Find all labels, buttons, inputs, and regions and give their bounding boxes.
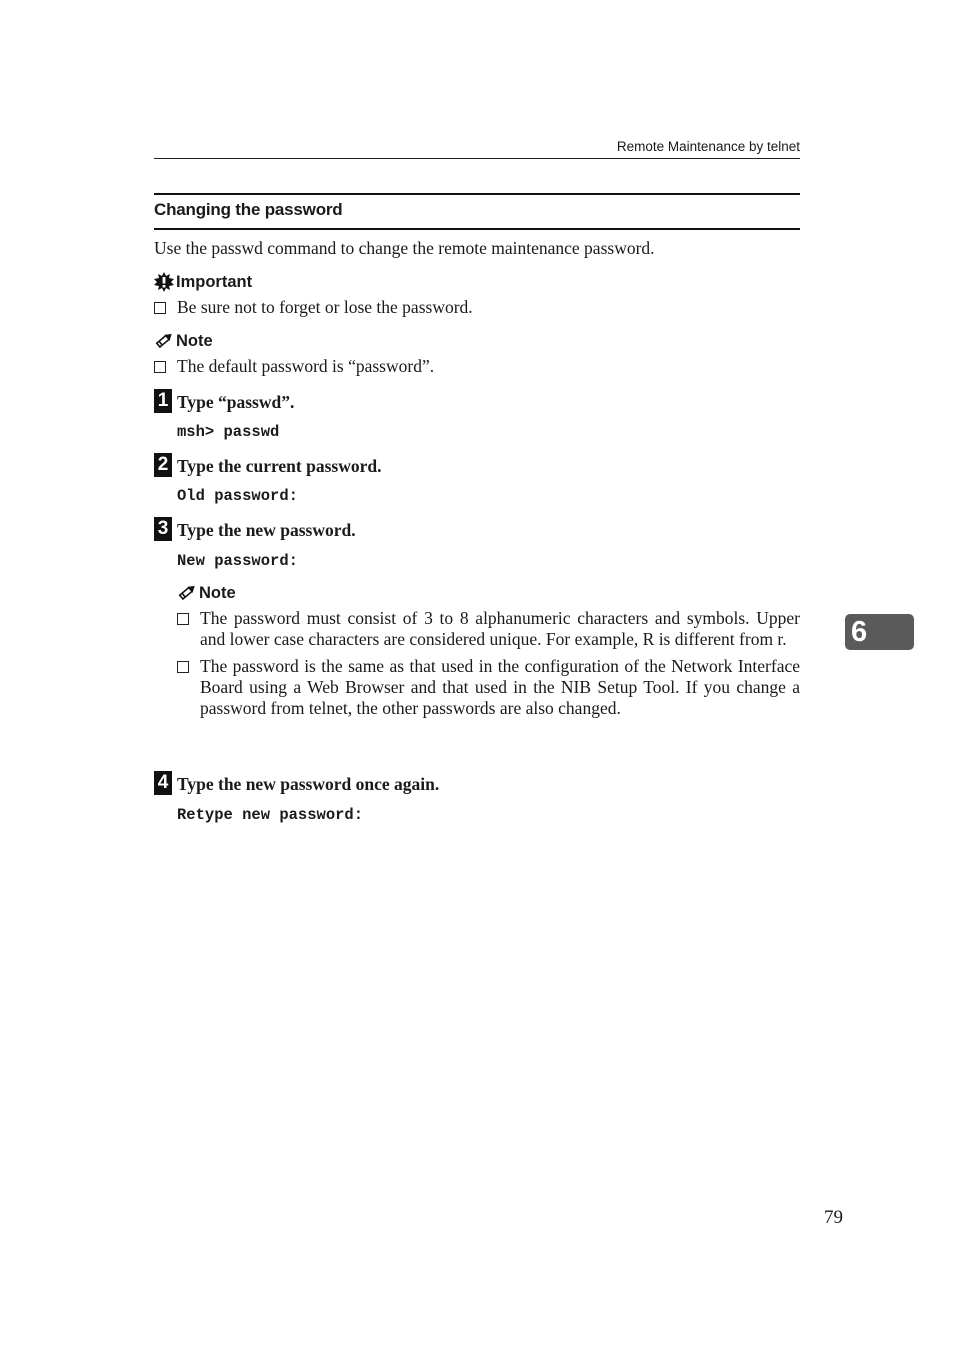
step-number: 1 (154, 389, 172, 413)
important-label-row (154, 272, 252, 292)
important-item (154, 297, 473, 318)
important-item-text: Be sure not to forget or lose the password. (177, 297, 473, 317)
note2-item (177, 608, 800, 650)
section-title: Changing the password (154, 200, 343, 219)
step-4-code: Retype new password: (177, 806, 364, 824)
note1-label-row (154, 331, 213, 351)
important-icon (154, 272, 174, 292)
note2-list (177, 608, 800, 725)
step-number: 3 (154, 517, 172, 541)
checkbox-bullet-icon (177, 661, 189, 673)
note1-label: Note (176, 331, 213, 350)
checkbox-bullet-icon (154, 302, 166, 314)
checkbox-bullet-icon (177, 613, 189, 625)
note2-item (177, 656, 800, 719)
note2-label: Note (199, 583, 236, 602)
section-rule-bottom (154, 228, 800, 230)
running-header: Remote Maintenance by telnet (616, 139, 800, 154)
step-3 (154, 517, 356, 541)
section-rule-top (154, 193, 800, 195)
important-label: Important (176, 272, 253, 291)
intro-paragraph: Use the passwd command to change the remote maintenance password. (154, 238, 655, 258)
note1-item-text: The default password is “password”. (177, 356, 435, 376)
note2-item-text: The password is the same as that used in the configuration of the Network Interface Board using a Web Browser and that used in the NIB Setup Tool. If you change a password from telnet, the other passwords are also changed. (200, 656, 800, 718)
header-rule (154, 158, 800, 159)
step-3-code: New password: (177, 552, 298, 570)
step-number: 4 (154, 771, 172, 795)
step-number: 2 (154, 453, 172, 477)
step-2-code: Old password: (177, 487, 298, 505)
note2-label-row (177, 583, 236, 603)
step-4 (154, 771, 439, 795)
step-title: Type the new password once again. (177, 774, 440, 794)
step-1 (154, 389, 294, 413)
step-1-code: msh> passwd (177, 423, 280, 441)
pencil-icon (154, 331, 174, 351)
checkbox-bullet-icon (154, 361, 166, 373)
step-2 (154, 453, 382, 477)
note2-item-text: The password must consist of 3 to 8 alphanumeric characters and symbols. Upper and lower case characters are considered unique. For example, R is different from r. (200, 608, 800, 649)
step-title: Type “passwd”. (177, 392, 295, 412)
chapter-tab: 6 (845, 614, 914, 650)
note1-item (154, 356, 434, 377)
step-title: Type the current password. (177, 456, 382, 476)
pencil-icon (177, 583, 197, 603)
page-number: 79 (824, 1207, 843, 1228)
step-title: Type the new password. (177, 520, 356, 540)
